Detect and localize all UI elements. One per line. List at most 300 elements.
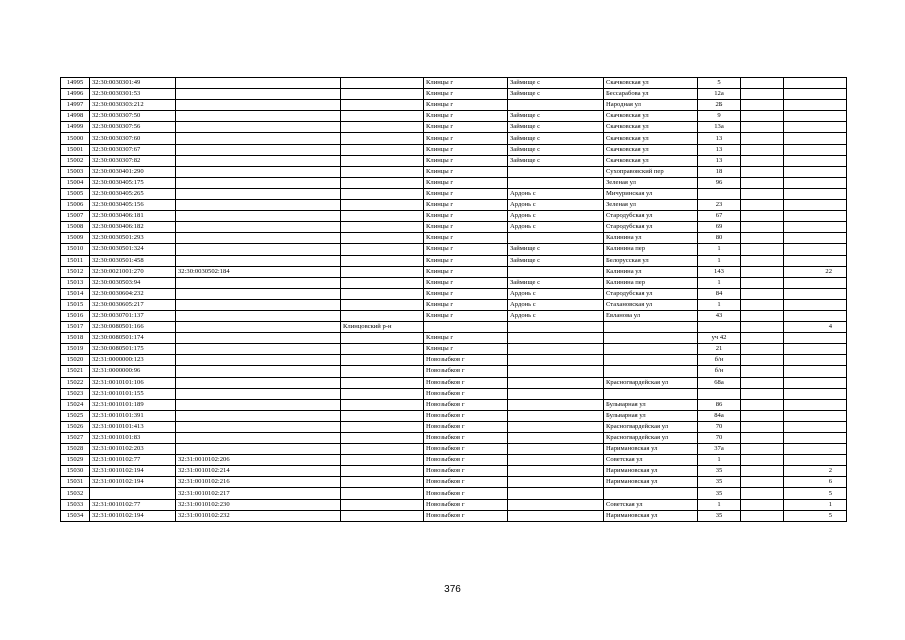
cell-city: Новозыбков г — [424, 433, 508, 444]
cell-cadastral-number: 32:30:0030307:60 — [90, 133, 176, 144]
table-row — [61, 233, 847, 244]
cell-house-number: 43 — [698, 310, 741, 321]
cell-house-number: 1 — [698, 455, 741, 466]
cell-apartment: 6 — [784, 477, 847, 488]
cell-street: Мичуринская ул — [604, 188, 698, 199]
cell-apartment — [784, 388, 847, 399]
cell-related-cadastral-number — [176, 299, 341, 310]
cell-house-number: 9 — [698, 111, 741, 122]
cell-row-number: 15026 — [61, 421, 90, 432]
cell-house-number: 21 — [698, 344, 741, 355]
cell-street: Красногвардейская ул — [604, 433, 698, 444]
table-row — [61, 133, 847, 144]
cell-district — [341, 455, 424, 466]
cell-city: Новозыбков г — [424, 421, 508, 432]
cell-district — [341, 366, 424, 377]
cell-settlement — [508, 399, 604, 410]
cell-cadastral-number: 32:31:0010101:155 — [90, 388, 176, 399]
cell-district — [341, 399, 424, 410]
cell-district — [341, 155, 424, 166]
cell-cadastral-number: 32:30:0030501:293 — [90, 233, 176, 244]
cell-building — [741, 510, 784, 521]
cell-cadastral-number: 32:31:0010101:83 — [90, 433, 176, 444]
cell-row-number: 15025 — [61, 410, 90, 421]
cell-cadastral-number: 32:30:0030503:94 — [90, 277, 176, 288]
cell-city: Клинцы г — [424, 244, 508, 255]
cell-apartment — [784, 255, 847, 266]
table-row — [61, 477, 847, 488]
table-row — [61, 288, 847, 299]
cell-building — [741, 421, 784, 432]
cell-house-number: 1 — [698, 244, 741, 255]
cell-city: Клинцы г — [424, 333, 508, 344]
cell-house-number: 69 — [698, 222, 741, 233]
cell-related-cadastral-number — [176, 155, 341, 166]
cell-building — [741, 299, 784, 310]
table-row — [61, 89, 847, 100]
cell-district — [341, 244, 424, 255]
cell-settlement — [508, 388, 604, 399]
cell-city: Клинцы г — [424, 310, 508, 321]
table-row — [61, 200, 847, 211]
cell-street: Скачковская ул — [604, 133, 698, 144]
table-row — [61, 421, 847, 432]
cell-settlement — [508, 488, 604, 499]
cell-street — [604, 488, 698, 499]
cell-building — [741, 344, 784, 355]
cell-district — [341, 188, 424, 199]
cell-related-cadastral-number — [176, 111, 341, 122]
cell-district — [341, 344, 424, 355]
cell-building — [741, 477, 784, 488]
cell-building — [741, 222, 784, 233]
cell-street: Наримановская ул — [604, 444, 698, 455]
cell-district — [341, 444, 424, 455]
cell-related-cadastral-number: 32:31:0010102:216 — [176, 477, 341, 488]
cell-building — [741, 399, 784, 410]
cell-apartment — [784, 78, 847, 89]
cell-settlement: Ардонь с — [508, 288, 604, 299]
cell-related-cadastral-number — [176, 166, 341, 177]
cell-house-number: 18 — [698, 166, 741, 177]
cell-building — [741, 366, 784, 377]
cell-cadastral-number: 32:31:0010102:203 — [90, 444, 176, 455]
cell-building — [741, 333, 784, 344]
cell-related-cadastral-number: 32:31:0010102:214 — [176, 466, 341, 477]
cell-settlement: Займище с — [508, 89, 604, 100]
cell-district — [341, 310, 424, 321]
table-body — [61, 78, 847, 522]
table-row — [61, 266, 847, 277]
cell-row-number: 15027 — [61, 433, 90, 444]
cell-cadastral-number: 32:30:0030701:137 — [90, 310, 176, 321]
cell-building — [741, 499, 784, 510]
table-row — [61, 211, 847, 222]
cell-district — [341, 355, 424, 366]
cell-city: Клинцы г — [424, 177, 508, 188]
cell-building — [741, 255, 784, 266]
cell-apartment — [784, 133, 847, 144]
cell-row-number: 15011 — [61, 255, 90, 266]
cell-house-number: 68а — [698, 377, 741, 388]
cell-street: Советская ул — [604, 499, 698, 510]
cell-street: Наримановская ул — [604, 466, 698, 477]
cell-city: Новозыбков г — [424, 410, 508, 421]
cell-city: Клинцы г — [424, 100, 508, 111]
cell-building — [741, 133, 784, 144]
cell-related-cadastral-number: 32:31:0010102:232 — [176, 510, 341, 521]
cell-city: Клинцы г — [424, 133, 508, 144]
cell-house-number: 35 — [698, 477, 741, 488]
cell-apartment — [784, 177, 847, 188]
cell-apartment — [784, 233, 847, 244]
cell-street: Зеленая ул — [604, 200, 698, 211]
cell-district — [341, 177, 424, 188]
cell-city: Клинцы г — [424, 344, 508, 355]
cell-street — [604, 322, 698, 333]
cell-related-cadastral-number: 32:31:0010102:230 — [176, 499, 341, 510]
cell-settlement: Займище с — [508, 255, 604, 266]
cell-row-number: 14999 — [61, 122, 90, 133]
cell-row-number: 15022 — [61, 377, 90, 388]
cell-house-number: 12а — [698, 89, 741, 100]
cell-cadastral-number: 32:31:0010101:106 — [90, 377, 176, 388]
cell-row-number: 15021 — [61, 366, 90, 377]
cell-apartment — [784, 166, 847, 177]
cell-city: Новозыбков г — [424, 366, 508, 377]
cell-house-number: 35 — [698, 466, 741, 477]
cell-street: Красногвардейская ул — [604, 421, 698, 432]
cell-cadastral-number: 32:30:0030605:217 — [90, 299, 176, 310]
cell-street: Калинина ул — [604, 266, 698, 277]
table-row — [61, 377, 847, 388]
cell-related-cadastral-number: 32:31:0010102:217 — [176, 488, 341, 499]
cell-apartment — [784, 366, 847, 377]
cell-house-number — [698, 388, 741, 399]
cell-related-cadastral-number — [176, 421, 341, 432]
cell-street: Скачковская ул — [604, 144, 698, 155]
cell-related-cadastral-number — [176, 244, 341, 255]
cell-street: Калинина пер — [604, 244, 698, 255]
table-row — [61, 410, 847, 421]
cell-city: Клинцы г — [424, 277, 508, 288]
cell-district — [341, 78, 424, 89]
cell-apartment — [784, 410, 847, 421]
cell-apartment — [784, 310, 847, 321]
cell-street: Белорусская ул — [604, 255, 698, 266]
cell-apartment — [784, 333, 847, 344]
cell-building — [741, 410, 784, 421]
cell-district — [341, 233, 424, 244]
cell-street: Скачковская ул — [604, 111, 698, 122]
cell-district — [341, 421, 424, 432]
cell-building — [741, 466, 784, 477]
cell-apartment — [784, 399, 847, 410]
cell-building — [741, 111, 784, 122]
cell-street — [604, 388, 698, 399]
cell-apartment: 4 — [784, 322, 847, 333]
cell-apartment — [784, 144, 847, 155]
cell-apartment — [784, 299, 847, 310]
cell-district — [341, 299, 424, 310]
cell-house-number: 143 — [698, 266, 741, 277]
cell-street — [604, 355, 698, 366]
cell-apartment — [784, 421, 847, 432]
cell-street: Скачковская ул — [604, 155, 698, 166]
cell-apartment — [784, 122, 847, 133]
cell-row-number: 15032 — [61, 488, 90, 499]
table-row — [61, 499, 847, 510]
cell-house-number: 2Б — [698, 100, 741, 111]
cell-house-number: б/н — [698, 355, 741, 366]
cell-related-cadastral-number — [176, 288, 341, 299]
cell-row-number: 15028 — [61, 444, 90, 455]
cell-cadastral-number: 32:30:0080501:166 — [90, 322, 176, 333]
cell-house-number: уч 42 — [698, 333, 741, 344]
cell-settlement — [508, 233, 604, 244]
cell-settlement: Займище с — [508, 155, 604, 166]
table-row — [61, 388, 847, 399]
cell-cadastral-number: 32:30:0030307:56 — [90, 122, 176, 133]
cell-house-number: 70 — [698, 421, 741, 432]
cell-street: Наримановская ул — [604, 510, 698, 521]
table-row — [61, 488, 847, 499]
cell-building — [741, 211, 784, 222]
cell-city: Клинцы г — [424, 188, 508, 199]
cell-settlement: Займище с — [508, 122, 604, 133]
cell-related-cadastral-number — [176, 255, 341, 266]
cell-settlement — [508, 355, 604, 366]
cell-building — [741, 166, 784, 177]
cell-city: Клинцы г — [424, 122, 508, 133]
cell-building — [741, 377, 784, 388]
cell-cadastral-number: 32:31:0010101:189 — [90, 399, 176, 410]
cell-settlement — [508, 377, 604, 388]
cell-apartment — [784, 288, 847, 299]
cell-row-number: 15012 — [61, 266, 90, 277]
cell-building — [741, 200, 784, 211]
cell-district — [341, 255, 424, 266]
cell-row-number: 15024 — [61, 399, 90, 410]
table-row — [61, 122, 847, 133]
cell-settlement — [508, 444, 604, 455]
cell-related-cadastral-number — [176, 355, 341, 366]
cell-apartment — [784, 89, 847, 100]
cell-house-number: 13 — [698, 144, 741, 155]
cell-building — [741, 144, 784, 155]
cell-house-number: 70 — [698, 433, 741, 444]
cell-related-cadastral-number — [176, 200, 341, 211]
cell-cadastral-number: 32:31:0000000:123 — [90, 355, 176, 366]
cell-cadastral-number: 32:31:0010102:77 — [90, 455, 176, 466]
cell-house-number: 35 — [698, 510, 741, 521]
cell-district — [341, 288, 424, 299]
cell-street: Калинина ул — [604, 233, 698, 244]
cell-settlement: Займище с — [508, 78, 604, 89]
cell-apartment: 5 — [784, 510, 847, 521]
cell-settlement: Ардонь с — [508, 310, 604, 321]
cell-row-number: 15020 — [61, 355, 90, 366]
cell-related-cadastral-number — [176, 89, 341, 100]
cell-street: Бессарабова ул — [604, 89, 698, 100]
cell-district — [341, 100, 424, 111]
cell-building — [741, 277, 784, 288]
cell-house-number: 86 — [698, 399, 741, 410]
cell-related-cadastral-number — [176, 333, 341, 344]
cell-row-number: 15018 — [61, 333, 90, 344]
cell-cadastral-number: 32:30:0030401:290 — [90, 166, 176, 177]
cell-district — [341, 410, 424, 421]
cell-street: Советская ул — [604, 455, 698, 466]
cell-row-number: 15008 — [61, 222, 90, 233]
cell-row-number: 15030 — [61, 466, 90, 477]
cell-house-number: 80 — [698, 233, 741, 244]
cell-row-number: 15010 — [61, 244, 90, 255]
cell-street: Бульварная ул — [604, 399, 698, 410]
cell-building — [741, 155, 784, 166]
cell-row-number: 15031 — [61, 477, 90, 488]
cell-settlement — [508, 499, 604, 510]
cell-related-cadastral-number — [176, 433, 341, 444]
cell-apartment — [784, 188, 847, 199]
cell-house-number: 84 — [698, 288, 741, 299]
table-row — [61, 299, 847, 310]
cell-related-cadastral-number — [176, 410, 341, 421]
cell-house-number: б/н — [698, 366, 741, 377]
cell-settlement: Ардонь с — [508, 188, 604, 199]
cell-building — [741, 455, 784, 466]
cell-settlement — [508, 344, 604, 355]
cell-street — [604, 333, 698, 344]
table-row — [61, 466, 847, 477]
cell-district — [341, 166, 424, 177]
cell-apartment — [784, 244, 847, 255]
cell-apartment: 1 — [784, 499, 847, 510]
cell-apartment — [784, 344, 847, 355]
cell-cadastral-number: 32:30:0030303:212 — [90, 100, 176, 111]
cell-street — [604, 344, 698, 355]
cell-related-cadastral-number — [176, 144, 341, 155]
cell-apartment — [784, 222, 847, 233]
cell-related-cadastral-number — [176, 310, 341, 321]
cell-row-number: 15029 — [61, 455, 90, 466]
cell-street: Стародубская ул — [604, 211, 698, 222]
cell-settlement — [508, 410, 604, 421]
cell-building — [741, 488, 784, 499]
table-row — [61, 255, 847, 266]
cell-apartment: 5 — [784, 488, 847, 499]
cell-district — [341, 477, 424, 488]
cell-row-number: 15034 — [61, 510, 90, 521]
cell-city: Новозыбков г — [424, 499, 508, 510]
cell-street: Красногвардейская ул — [604, 377, 698, 388]
cell-house-number: 1 — [698, 299, 741, 310]
cell-house-number: 13 — [698, 133, 741, 144]
cell-district — [341, 466, 424, 477]
cell-cadastral-number: 32:31:0010101:391 — [90, 410, 176, 421]
cell-related-cadastral-number: 32:31:0010102:206 — [176, 455, 341, 466]
cell-apartment — [784, 355, 847, 366]
cell-city: Клинцы г — [424, 144, 508, 155]
cell-related-cadastral-number — [176, 444, 341, 455]
cell-street: Скачковская ул — [604, 122, 698, 133]
cell-related-cadastral-number — [176, 188, 341, 199]
cell-city: Новозыбков г — [424, 488, 508, 499]
cell-cadastral-number: 32:30:0030405:265 — [90, 188, 176, 199]
cell-settlement: Займище с — [508, 244, 604, 255]
cell-row-number: 15023 — [61, 388, 90, 399]
cell-cadastral-number: 32:30:0080501:174 — [90, 333, 176, 344]
cell-house-number: 96 — [698, 177, 741, 188]
cell-city: Клинцы г — [424, 155, 508, 166]
cell-street: Сухоправовский пер — [604, 166, 698, 177]
cell-city: Клинцы г — [424, 166, 508, 177]
table-row — [61, 333, 847, 344]
cell-city: Клинцы г — [424, 78, 508, 89]
cell-house-number: 84а — [698, 410, 741, 421]
cell-related-cadastral-number — [176, 222, 341, 233]
table-row — [61, 222, 847, 233]
cell-row-number: 15003 — [61, 166, 90, 177]
cell-related-cadastral-number — [176, 322, 341, 333]
cell-district — [341, 211, 424, 222]
cell-apartment — [784, 111, 847, 122]
cell-district — [341, 222, 424, 233]
cell-related-cadastral-number — [176, 277, 341, 288]
cell-settlement: Займище с — [508, 133, 604, 144]
cell-cadastral-number — [90, 488, 176, 499]
cell-row-number: 14995 — [61, 78, 90, 89]
cell-related-cadastral-number — [176, 377, 341, 388]
cell-district — [341, 277, 424, 288]
cell-house-number: 1 — [698, 277, 741, 288]
cell-district — [341, 499, 424, 510]
cell-related-cadastral-number — [176, 122, 341, 133]
cell-city: Новозыбков г — [424, 510, 508, 521]
cell-row-number: 14998 — [61, 111, 90, 122]
cell-apartment — [784, 100, 847, 111]
table-row — [61, 188, 847, 199]
cell-house-number: 13 — [698, 155, 741, 166]
cell-settlement — [508, 421, 604, 432]
cell-city: Новозыбков г — [424, 377, 508, 388]
cell-apartment — [784, 377, 847, 388]
cell-city: Клинцы г — [424, 299, 508, 310]
table-row — [61, 322, 847, 333]
cell-cadastral-number: 32:30:0030406:181 — [90, 211, 176, 222]
registry-table-container — [60, 77, 846, 522]
cell-settlement — [508, 166, 604, 177]
cell-related-cadastral-number — [176, 388, 341, 399]
table-row — [61, 244, 847, 255]
cell-building — [741, 78, 784, 89]
cell-building — [741, 122, 784, 133]
cell-cadastral-number: 32:30:0030301:53 — [90, 89, 176, 100]
table-row — [61, 100, 847, 111]
cell-row-number: 15001 — [61, 144, 90, 155]
cell-apartment — [784, 444, 847, 455]
cell-city: Новозыбков г — [424, 355, 508, 366]
cell-building — [741, 444, 784, 455]
table-row — [61, 144, 847, 155]
cell-apartment — [784, 277, 847, 288]
cell-apartment — [784, 455, 847, 466]
cell-street — [604, 366, 698, 377]
cell-house-number: 37а — [698, 444, 741, 455]
cell-settlement — [508, 177, 604, 188]
cell-cadastral-number: 32:30:0030307:50 — [90, 111, 176, 122]
table-row — [61, 177, 847, 188]
